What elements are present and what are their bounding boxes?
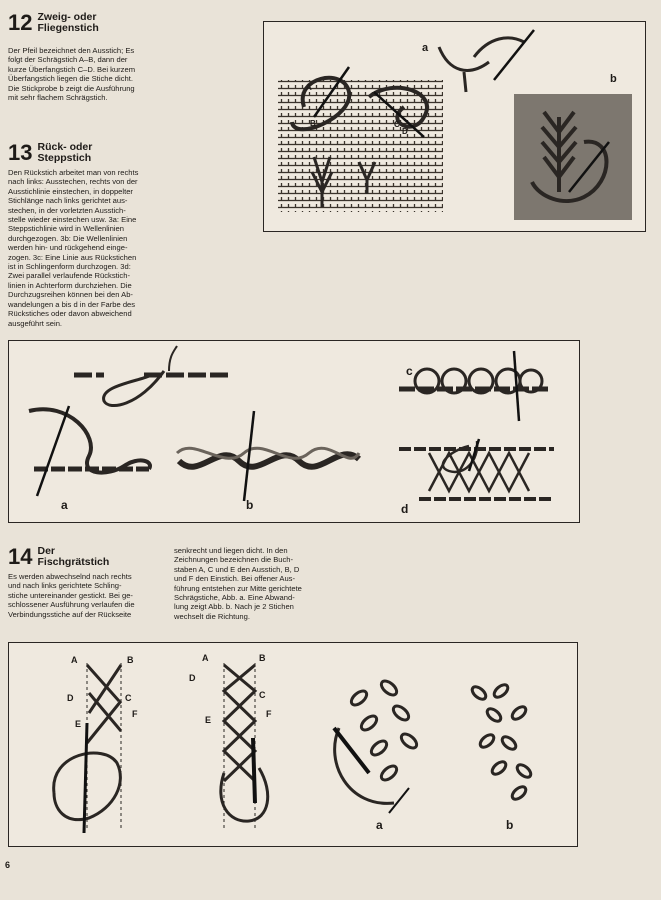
needle-icon <box>244 411 254 501</box>
text-line: mit sehr flachem Schrägstich. <box>8 93 108 103</box>
section-13-title-line-1: Rück- oder <box>37 141 93 153</box>
text-line: Der Pfeil bezeichnet den Ausstich; Es <box>8 46 135 55</box>
figure-14-box <box>8 642 578 847</box>
page-number: 6 <box>5 860 11 870</box>
text-line: ausgeführt sein. <box>8 318 63 328</box>
needle-icon <box>334 728 369 773</box>
text-line: Verbindungsstiche auf der Rückseite <box>8 609 132 619</box>
text-line: Zeichnungen bezeichnen die Buch- <box>174 555 294 565</box>
figure-label-b: b <box>610 73 617 85</box>
figure-label-F: F <box>132 709 138 719</box>
figure-label-A: A <box>202 653 209 663</box>
section-13-text <box>8 168 213 328</box>
text-line: schlossener Ausführung verlaufen die <box>8 600 135 610</box>
text-line: wechselt die Richtung. <box>174 611 250 621</box>
section-12-text <box>8 46 208 102</box>
figure-12-illustration <box>264 22 645 231</box>
text-line: führung entstehen zur Mitte gerichtete <box>174 583 302 593</box>
text-line: zogen. 3c: Eine Linie aus Rückstichen <box>8 252 137 262</box>
section-14-number: 14 <box>8 544 33 569</box>
section-13-title-line-2: Steppstich <box>37 152 92 164</box>
figure-label-E: E <box>205 715 212 725</box>
guide-line <box>87 663 121 828</box>
figure-eight-thread-d <box>429 453 529 491</box>
section-12-title-line-2: Fliegenstich <box>37 22 99 34</box>
text-line: folgt der Schrägstich A–B, dann der <box>8 55 128 65</box>
section-14-text-col-2 <box>174 546 334 621</box>
text-line: Steppstichlinie wird in Wellenlinien <box>8 224 124 234</box>
figure-label-B: B <box>310 119 316 128</box>
figure-label-C: C <box>394 120 400 129</box>
fly-stitch-drawing <box>439 38 524 92</box>
figure-label-c: c <box>406 364 413 378</box>
section-14-title <box>37 546 109 568</box>
figure-label-b: b <box>246 498 254 512</box>
figure-label-a: a <box>422 42 429 54</box>
section-14-heading <box>8 546 109 568</box>
figure-label-B: B <box>127 655 134 665</box>
text-line: und nach links gerichtete Schling- <box>8 581 122 591</box>
figure-label-C: C <box>259 690 266 700</box>
figure-label-E: E <box>75 719 82 729</box>
text-line: Zwei parallel verlaufende Rückstich- <box>8 271 130 281</box>
section-14-title-line-1: Der <box>37 545 55 557</box>
text-line: und F den Einstich. Bei offener Aus- <box>174 574 296 584</box>
needle-icon <box>253 738 255 803</box>
text-line: Schrägstiche, Abb. a. Eine Abwand- <box>174 593 295 603</box>
section-12-number: 12 <box>8 10 33 35</box>
text-line: nach links: Ausstechen, rechts von der <box>8 177 138 187</box>
herringbone-variation-sample-b <box>470 682 533 801</box>
figure-13-box <box>8 340 580 523</box>
figure-label-d: d <box>401 502 409 516</box>
figure-label-A: A <box>71 655 78 665</box>
figure-label-D: D <box>189 673 196 683</box>
needle-icon <box>389 788 409 813</box>
text-line: Stichlänge nach links gerichtet aus- <box>8 196 128 206</box>
text-line: Es werden abwechselnd nach rechts <box>8 572 132 581</box>
figure-label-F: F <box>266 709 272 719</box>
figure-12-box <box>263 21 646 232</box>
text-line: werden hin- und rückgehend einge- <box>8 243 128 253</box>
text-line: staben A, C und E den Ausstich, B, D <box>174 564 300 574</box>
figure-label-D: D <box>402 127 408 136</box>
needle-icon <box>37 406 69 496</box>
needle-icon <box>84 723 87 833</box>
figure-14-illustration <box>9 643 577 846</box>
text-line: Durchzugsreihen können bei den Ab- <box>8 290 133 300</box>
text-line: durchgezogen. 3b: Die Wellenlinien <box>8 233 128 243</box>
open-herringbone-sample-a <box>335 678 419 803</box>
section-12-title-line-1: Zweig- oder <box>37 11 97 23</box>
text-line: stiche untereinander gestickt. Bei ge- <box>8 590 133 600</box>
section-13-number: 13 <box>8 140 33 165</box>
text-line: linien in Achterform durchziehen. Die <box>8 280 132 290</box>
text-line: wandelungen a bis d in der Farbe des <box>8 299 136 309</box>
figure-label-a: a <box>61 498 68 512</box>
text-line: Die Stickprobe b zeigt die Ausführung <box>8 83 135 93</box>
wavy-backstitch-b <box>179 454 359 467</box>
figure-13-illustration <box>9 341 579 522</box>
text-line: Überfangstich liegen die Stiche dicht. <box>8 74 133 84</box>
section-12-heading <box>8 12 99 34</box>
section-13-heading <box>8 142 92 164</box>
figure-label-D: D <box>67 693 74 703</box>
text-line: stechen, in der vorletzten Ausstich- <box>8 205 126 215</box>
figure-label-b: b <box>506 818 514 832</box>
text-line: kurze Überfangstich C–D. Bei kurzem <box>8 64 136 74</box>
text-line: stelle wieder einstechen usw. 3a: Eine <box>8 215 137 225</box>
figure-label-C: C <box>125 693 132 703</box>
text-line: Rückstiches oder davon abweichend <box>8 309 132 319</box>
text-line: Ausstichlinie einstechen, in doppelter <box>8 186 133 196</box>
section-14-text-col-1 <box>8 572 168 619</box>
section-14-title-line-2: Fischgrätstich <box>37 556 110 568</box>
wavy-thread-a <box>29 409 150 472</box>
text-line: senkrecht und liegen dicht. In den <box>174 546 288 555</box>
section-13-title <box>37 142 92 164</box>
figure-label-a: a <box>376 818 383 832</box>
figure-label-B: B <box>259 653 266 663</box>
herringbone-diagram-2 <box>221 665 268 821</box>
text-line: Den Rückstich arbeitet man von rechts <box>8 168 139 177</box>
section-12-title <box>37 12 98 34</box>
text-line: ist in Schlingenform durchzogen. 3d: <box>8 262 131 272</box>
text-line: lung zeigt Abb. b. Nach je 2 Stichen <box>174 602 294 612</box>
thread-end <box>169 346 177 371</box>
figure-label-A: A <box>306 83 312 92</box>
